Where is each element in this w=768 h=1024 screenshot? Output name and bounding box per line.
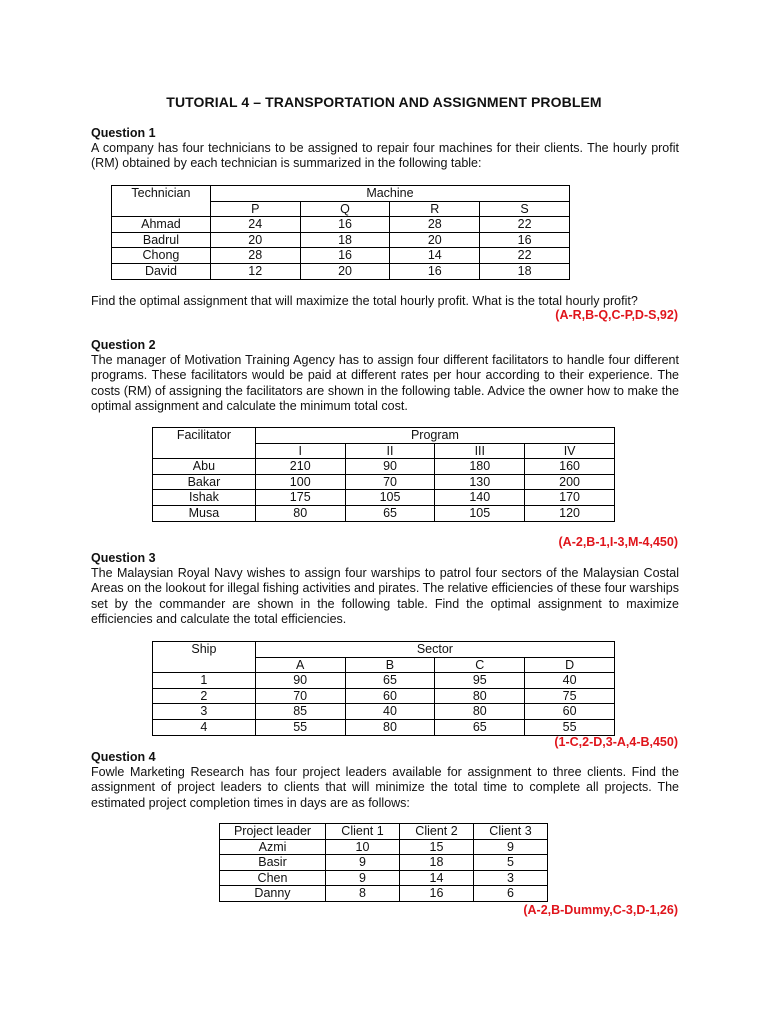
column-header: Project leader — [220, 824, 326, 840]
table-row: Chong 28 16 14 22 — [112, 248, 570, 264]
table-header: Ship — [153, 642, 256, 658]
table-row: Chen 9 14 3 — [220, 870, 548, 886]
table-group-header: Sector — [255, 642, 614, 658]
question-1-prompt: Find the optimal assignment that will maximize the total hourly profit. What is the total hourly profit? — [91, 294, 638, 308]
question-1-text: A company has four technicians to be assigned to repair four machines for their clients. The hourly profit (RM) obtained by each technician is summarized in the following table: — [91, 141, 679, 171]
technician-profit-table — [111, 185, 570, 280]
question-1-answer: (A-R,B-Q,C-P,D-S,92) — [555, 308, 678, 322]
facilitator-cost-table — [152, 427, 615, 522]
question-1-heading: Question 1 — [91, 126, 156, 140]
column-header: Q — [300, 201, 390, 217]
warship-efficiency-table — [152, 641, 615, 736]
question-3-text: The Malaysian Royal Navy wishes to assign four warships to patrol four sectors of the Malaysian Costal Areas on the lookout for illegal fishing activities and pirates. The relative efficiencies of these four warships set by the commander are shown in the following table. Find the optimal assignment to maximize efficiencies and calculate the total efficiencies. — [91, 566, 679, 626]
column-header: A — [255, 657, 345, 673]
table-header: Facilitator — [153, 428, 256, 444]
project-time-table — [219, 823, 548, 902]
question-4-text: Fowle Marketing Research has four project leaders available for assignment to three clients. Find the assignment of project leaders to clients that will minimize the total time to complete all projects. The estimated project completion times in days are as follows: — [91, 765, 679, 810]
column-header: S — [480, 201, 570, 217]
question-2-answer: (A-2,B-1,I-3,M-4,450) — [558, 535, 678, 549]
column-header: P — [210, 201, 300, 217]
question-3-heading: Question 3 — [91, 551, 156, 565]
table-group-header: Program — [255, 428, 614, 444]
column-header: Client 1 — [326, 824, 400, 840]
table-row: Azmi 10 15 9 — [220, 839, 548, 855]
table-row: 2 70 60 80 75 — [153, 688, 615, 704]
column-header: R — [390, 201, 480, 217]
column-header: IV — [525, 443, 615, 459]
table-row: Danny 8 16 6 — [220, 886, 548, 902]
column-header: III — [435, 443, 525, 459]
column-header: Client 3 — [474, 824, 548, 840]
question-4-answer: (A-2,B-Dummy,C-3,D-1,26) — [523, 903, 678, 917]
question-4-heading: Question 4 — [91, 750, 156, 764]
table-header: Technician — [112, 186, 211, 202]
column-header: B — [345, 657, 435, 673]
table-row: Ishak 175 105 140 170 — [153, 490, 615, 506]
column-header: Client 2 — [400, 824, 474, 840]
table-row: Bakar 100 70 130 200 — [153, 474, 615, 490]
column-header: C — [435, 657, 525, 673]
table-group-header: Machine — [210, 186, 569, 202]
table-row: 1 90 65 95 40 — [153, 673, 615, 689]
page-title: TUTORIAL 4 – TRANSPORTATION AND ASSIGNMENT PROBLEM — [166, 94, 602, 110]
table-row: 4 55 80 65 55 — [153, 719, 615, 735]
column-header: I — [255, 443, 345, 459]
column-header: II — [345, 443, 435, 459]
column-header: D — [525, 657, 615, 673]
table-row: Basir 9 18 5 — [220, 855, 548, 871]
table-row: David 12 20 16 18 — [112, 263, 570, 279]
question-2-heading: Question 2 — [91, 338, 156, 352]
table-row: Badrul 20 18 20 16 — [112, 232, 570, 248]
table-row: Abu 210 90 180 160 — [153, 459, 615, 475]
table-row: 3 85 40 80 60 — [153, 704, 615, 720]
table-row: Ahmad 24 16 28 22 — [112, 217, 570, 233]
question-3-answer: (1-C,2-D,3-A,4-B,450) — [554, 735, 678, 749]
table-row: Musa 80 65 105 120 — [153, 505, 615, 521]
question-2-text: The manager of Motivation Training Agency has to assign four different facilitators to handle four different programs. These facilitators would be paid at different rates per hour according to their experience. The costs (RM) of assigning the facilitators are shown in the following table. Advice the owner how to make the optimal assignment and calculate the minimum total cost. — [91, 353, 679, 413]
